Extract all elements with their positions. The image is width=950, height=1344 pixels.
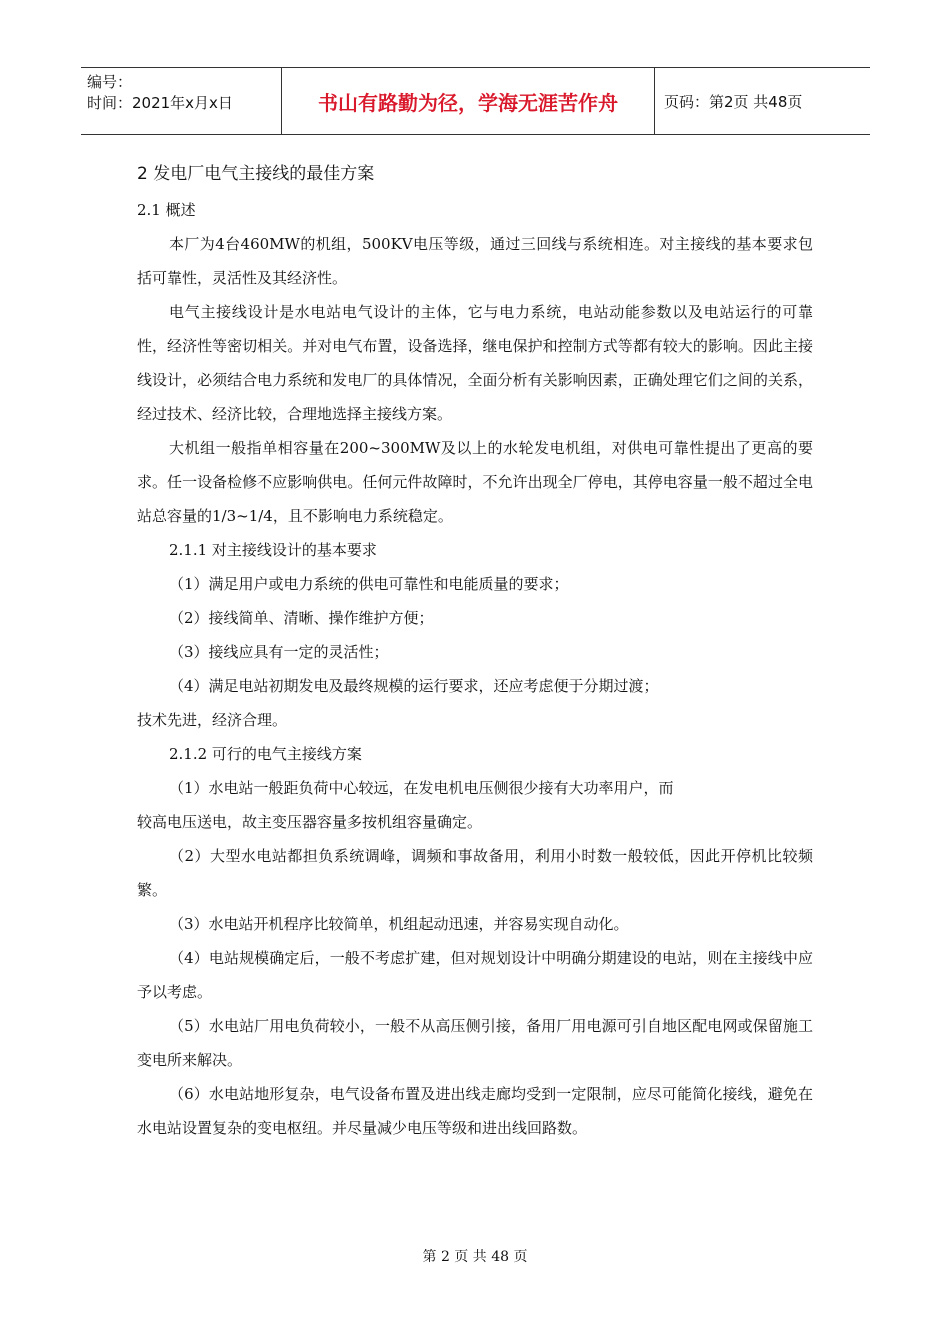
document-body bbox=[137, 157, 813, 1145]
list-tail: 技术先进，经济合理。 bbox=[137, 711, 288, 729]
header-page-info: 页码：第2页 共48页 bbox=[664, 92, 803, 111]
header-number: 编号： bbox=[87, 73, 133, 91]
list-item: （2）大型水电站都担负系统调峰，调频和事故备用，利用小时数一般较低，因此开停机比较频繁。 bbox=[137, 847, 813, 899]
list-item: （3）水电站开机程序比较简单，机组起动迅速，并容易实现自动化。 bbox=[169, 915, 629, 933]
list-item: （1）满足用户或电力系统的供电可靠性和电能质量的要求； bbox=[169, 575, 569, 593]
header-slogan: 书山有路勤为径，学海无涯苦作舟 bbox=[282, 68, 655, 134]
header-meta bbox=[81, 68, 282, 134]
list-item-continuation: 较高电压送电，故主变压器容量多按机组容量确定。 bbox=[137, 813, 483, 831]
header-time: 时间：2021年x月x日 bbox=[87, 94, 233, 112]
paragraph: 电气主接线设计是水电站电气设计的主体，它与电力系统，电站动能参数以及电站运行的可靠性，经济性等密切相关。并对电气布置，设备选择，继电保护和控制方式等都有较大的影响。因此主接线设计，必须结合电力系统和发电厂的具体情况，全面分析有关影响因素，正确处理它们之间的关系，经过技术、经济比较，合理地选择主接线方案。 bbox=[137, 303, 813, 423]
list-item: （6）水电站地形复杂，电气设备布置及进出线走廊均受到一定限制，应尽可能简化接线，避免在水电站设置复杂的变电枢纽。并尽量减少电压等级和进出线回路数。 bbox=[137, 1085, 813, 1137]
subsection-title-2-1-1: 2.1.1 对主接线设计的基本要求 bbox=[169, 541, 377, 559]
section-title: 2 发电厂电气主接线的最佳方案 bbox=[137, 164, 375, 184]
paragraph: 本厂为4台460MW的机组，500KV电压等级，通过三回线与系统相连。对主接线的基本要求包括可靠性，灵活性及其经济性。 bbox=[137, 235, 813, 287]
list-item: （2）接线简单、清晰、操作维护方便； bbox=[169, 609, 434, 627]
paragraph: 大机组一般指单相容量在200~300MW及以上的水轮发电机组，对供电可靠性提出了更高的要求。任一设备检修不应影响供电。任何元件故障时，不允许出现全厂停电，其停电容量一般不超过全电站总容量的1/3~1/4，且不影响电力系统稳定。 bbox=[137, 439, 813, 525]
page-header bbox=[81, 67, 870, 135]
subsection-title-2-1-2: 2.1.2 可行的电气主接线方案 bbox=[169, 745, 362, 763]
list-item: （5）水电站厂用电负荷较小，一般不从高压侧引接，备用厂用电源可引自地区配电网或保留施工变电所来解决。 bbox=[137, 1017, 813, 1069]
list-item: （1）水电站一般距负荷中心较远，在发电机电压侧很少接有大功率用户，而 bbox=[169, 779, 674, 797]
list-item: （4）电站规模确定后，一般不考虑扩建，但对规划设计中明确分期建设的电站，则在主接线中应予以考虑。 bbox=[137, 949, 813, 1001]
page-footer: 第 2 页 共 48 页 bbox=[422, 1249, 528, 1265]
subsection-title: 2.1 概述 bbox=[137, 201, 196, 219]
list-item: （4）满足电站初期发电及最终规模的运行要求，还应考虑便于分期过渡； bbox=[169, 677, 659, 695]
list-item: （3）接线应具有一定的灵活性； bbox=[169, 643, 389, 661]
